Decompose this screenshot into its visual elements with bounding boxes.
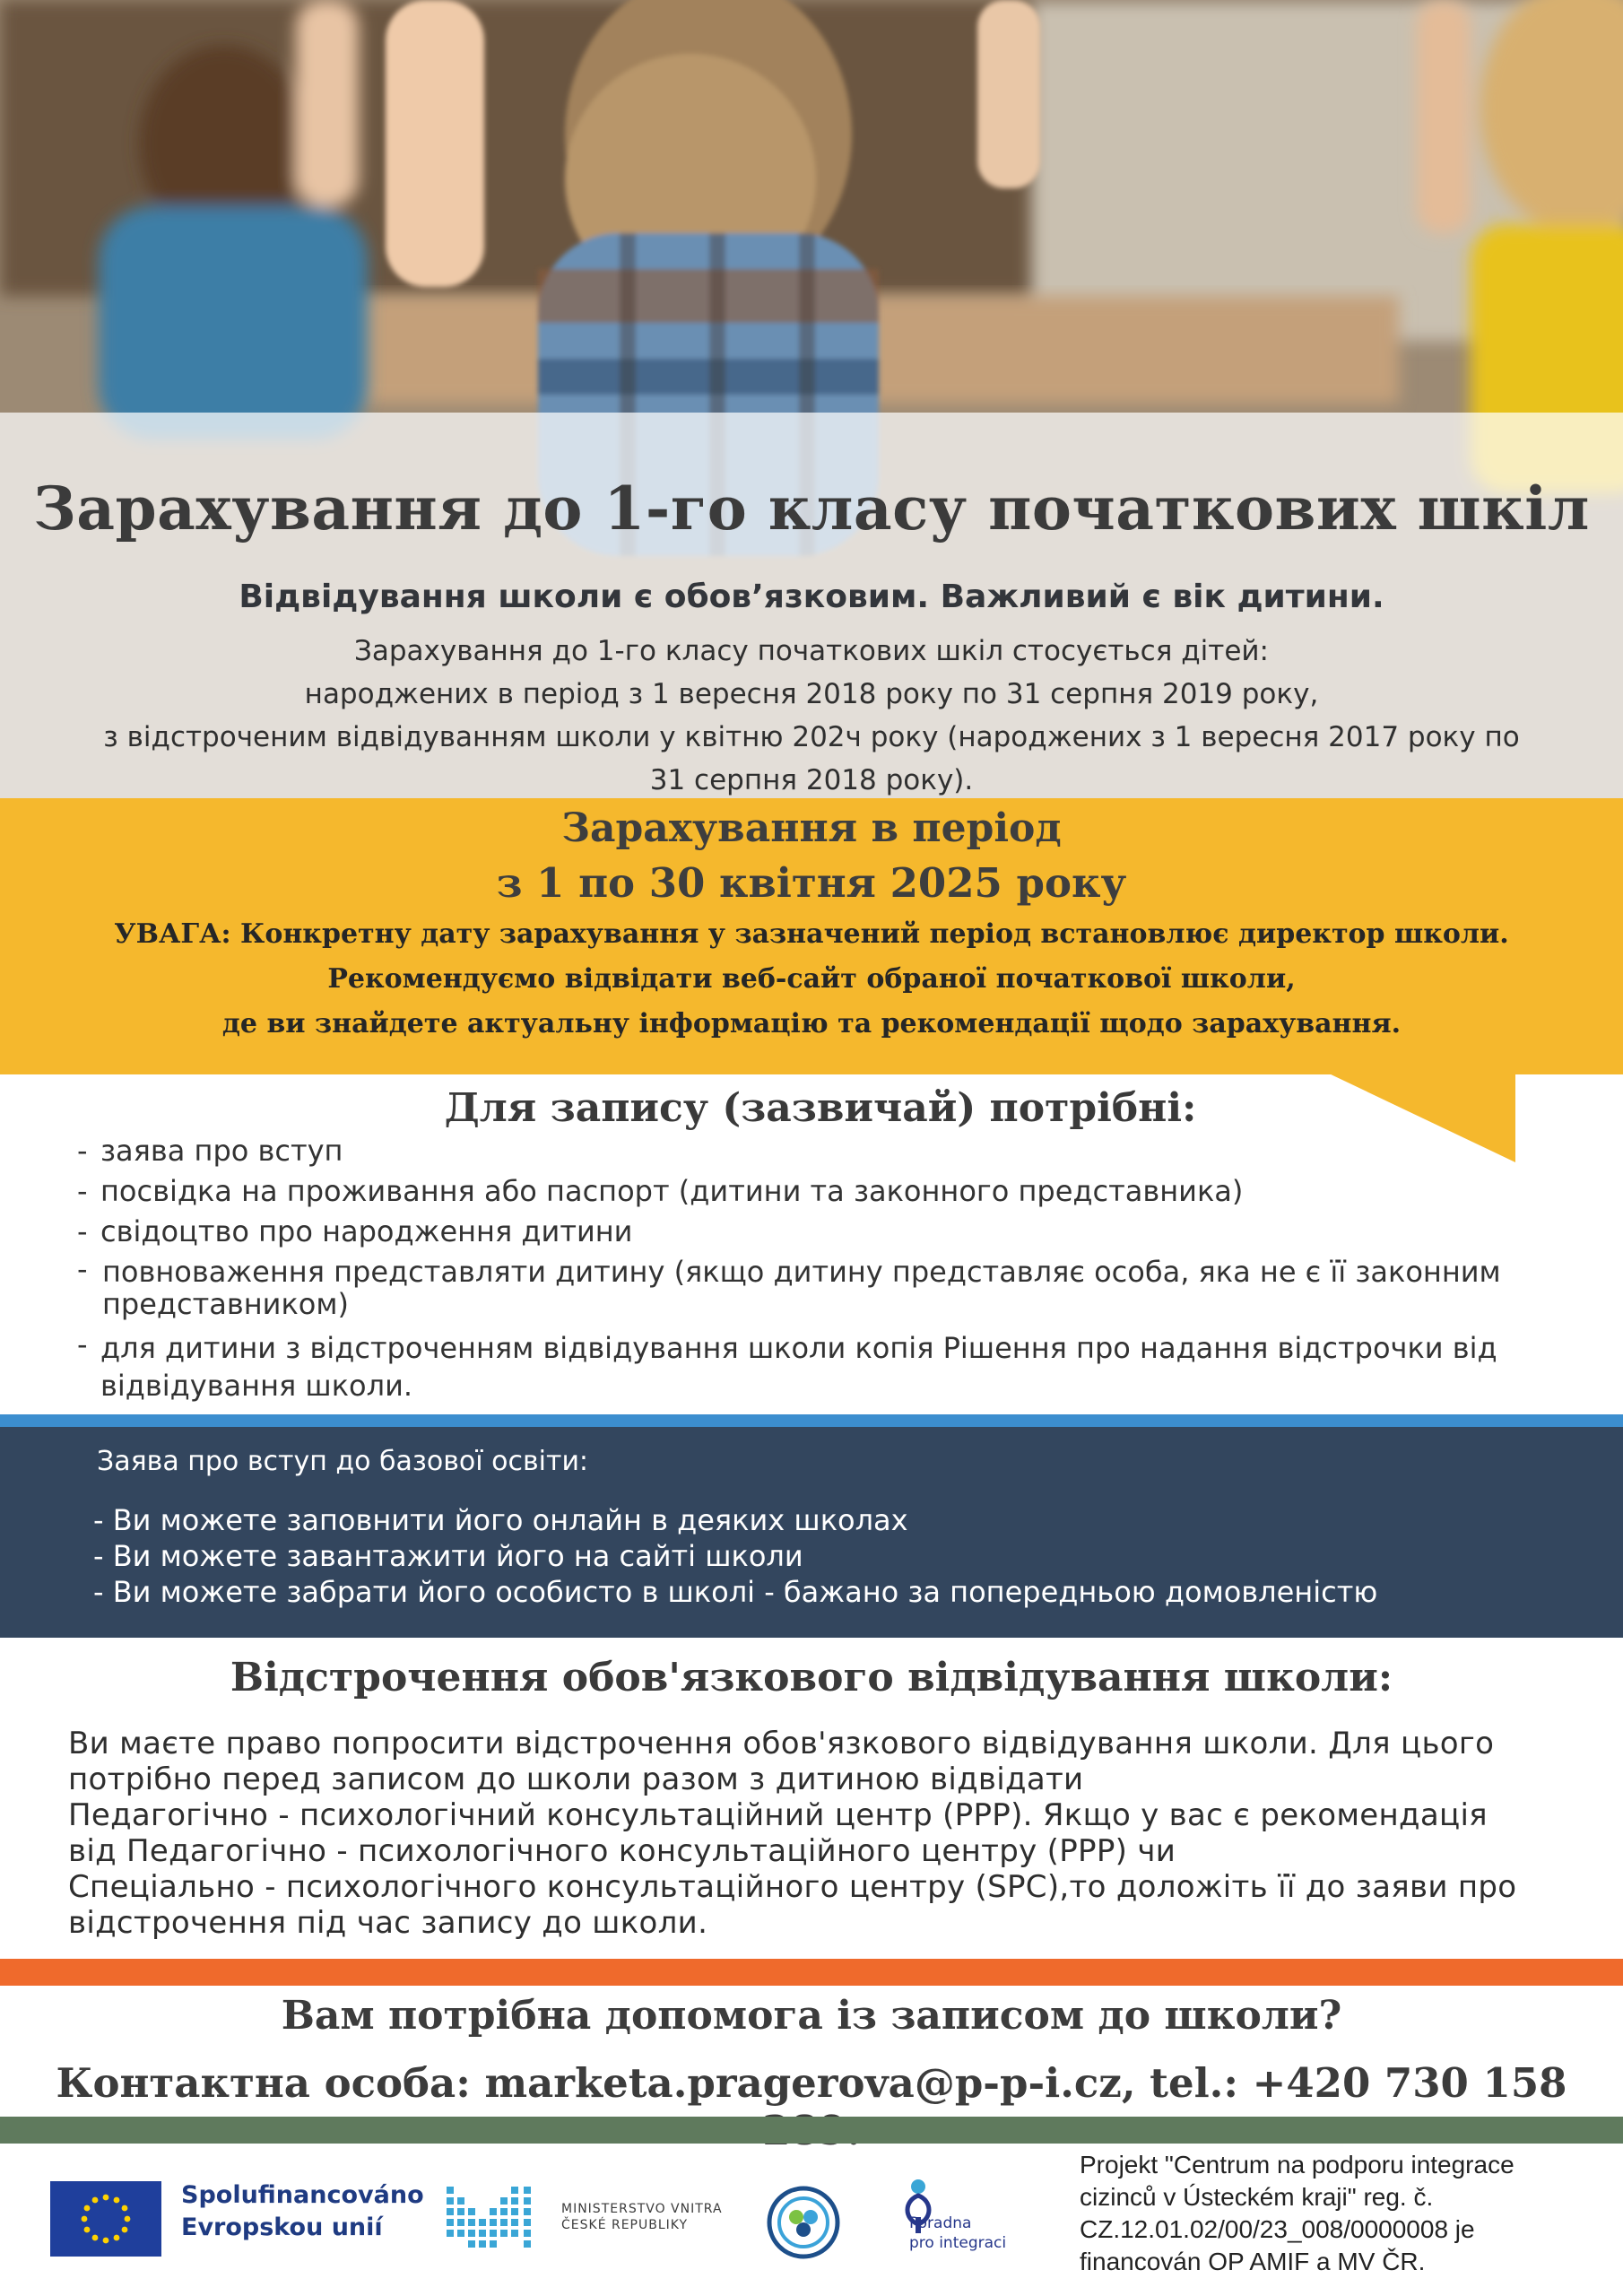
list-item: - посвідка на проживання або паспорт (дитини та законного представника) xyxy=(72,1172,1596,1210)
intro-line: з відстроченим відвідуванням школи у квітню 202ч року (народжених з 1 вересня 2017 року по xyxy=(103,721,1520,753)
list-item: - Ви можете заповнити його онлайн в деяких школах xyxy=(93,1503,908,1537)
list-item: - повноваження представляти дитину (якщо дитину представляє особа, яка не є її законним представником) xyxy=(72,1253,1582,1323)
deferral-line: потрібно перед записом до школи разом з дитиною відвідати xyxy=(68,1761,1084,1797)
intro-line: народжених в період з 1 вересня 2018 року по 31 серпня 2019 року, xyxy=(304,678,1319,710)
eu-flag-icon xyxy=(50,2181,161,2257)
integration-centre-logo-icon xyxy=(762,2181,845,2264)
section-divider xyxy=(0,1414,1623,1427)
ministry-line: ČESKÉ REPUBLIKY xyxy=(561,2218,689,2232)
intro-text xyxy=(18,630,1605,802)
eu-line: Spolufinancováno xyxy=(181,2181,424,2209)
green-stripe xyxy=(0,2117,1623,2144)
page-subtitle: Відвідування школи є обов’язковим. Важливий є вік дитини. xyxy=(239,578,1384,615)
page-title: Зарахування до 1-го класу початкових шкіл xyxy=(33,474,1590,544)
ministry-logo-icon xyxy=(443,2178,554,2258)
contact-line: Контактна особа: marketa.pragerova@p-p-i.cz, tel.: +420 730 158 xyxy=(56,2059,1567,2107)
list-item: - Ви можете забрати його особисто в школі - бажано за попередньою домовленістю xyxy=(93,1575,1378,1609)
deferral-line: Спеціально - психологічного консультаційного центру (SPC),то доложіть її до заяви про xyxy=(68,1869,1517,1905)
application-heading: Заява про вступ до базової освіти: xyxy=(97,1446,589,1477)
ppi-line: Poradna xyxy=(909,2214,972,2232)
project-line: financován OP AMIF a MV ČR. xyxy=(1080,2248,1426,2275)
attention-line: УВАГА: Конкретну дату зарахування у зазначений період встановлює директор школи. xyxy=(114,918,1509,950)
list-item: - свідоцтво про народження дитини xyxy=(72,1213,1596,1250)
deferral-line: від Педагогічно - психологічного консультаційного центру (PPP) чи xyxy=(68,1833,1176,1869)
deferral-line: відстрочення під час запису до школи. xyxy=(68,1905,708,1941)
list-item: - Ви можете завантажити його на сайті школи xyxy=(93,1539,803,1573)
integration-counselling-label xyxy=(909,2213,1006,2253)
period-dates: з 1 по 30 квітня 2025 року xyxy=(496,859,1127,907)
deferral-heading: Відстрочення обов'язкового відвідування школи: xyxy=(230,1655,1393,1700)
list-item: - заява про вступ xyxy=(72,1132,1596,1170)
eu-line: Evropskou unií xyxy=(181,2213,383,2241)
ppi-line: pro integraci xyxy=(909,2234,1007,2252)
attention-line: Рекомендуємо відвідати веб-сайт обраної початкової школи, xyxy=(327,963,1296,995)
deferral-line: Ви маєте право попросити відстрочення обов'язкового відвідування школи. Для цього xyxy=(68,1726,1495,1761)
eu-cofunded-label xyxy=(181,2179,424,2244)
intro-line: Зарахування до 1-го класу початкових шкіл стосується дітей: xyxy=(354,635,1269,667)
ministry-label xyxy=(561,2201,723,2233)
project-line: CZ.12.01.02/00/23_008/0000008 je xyxy=(1080,2215,1475,2243)
documents-heading: Для запису (зазвичай) потрібні: xyxy=(444,1085,1197,1131)
intro-line: 31 серпня 2018 року). xyxy=(649,764,974,796)
help-question: Вам потрібна допомога із записом до школи? xyxy=(281,1993,1342,2039)
list-item: - для дитини з відстроченням відвідування школи копія Рішення про надання відстрочки від відвідування школи. xyxy=(72,1326,1571,1405)
project-line: Projekt "Centrum na podporu integrace xyxy=(1080,2151,1515,2179)
project-line: cizinců v Ústeckém kraji" reg. č. xyxy=(1080,2183,1434,2211)
deferral-text xyxy=(68,1726,1593,1941)
ministry-line: MINISTERSTVO VNITRA xyxy=(561,2202,723,2216)
attention-line: де ви знайдете актуальну інформацію та рекомендації щодо зарахування. xyxy=(221,1008,1402,1039)
documents-list xyxy=(72,1132,1596,1407)
period-heading: Зарахування в період xyxy=(561,805,1062,851)
orange-stripe xyxy=(0,1959,1623,1986)
application-list xyxy=(93,1502,1377,1610)
deferral-line: Педагогічно - психологічний консультаційний центр (PPP). Якщо у вас є рекомендація xyxy=(68,1797,1488,1833)
project-funding-note xyxy=(1080,2149,1618,2278)
